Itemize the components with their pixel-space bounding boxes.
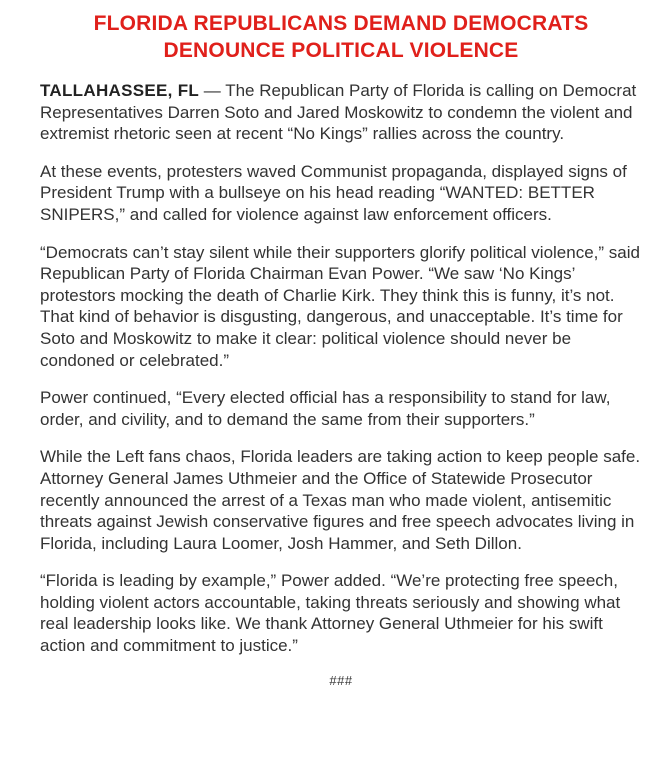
- paragraph-2: At these events, protesters waved Communist propaganda, displayed signs of President Trump with a bullseye on his head reading “WANTED: BETTER SNIPERS,” and called for violence against law enforcement officers.: [40, 161, 627, 224]
- headline-line-2: DENOUNCE POLITICAL VIOLENCE: [163, 39, 519, 62]
- paragraph-4: Power continued, “Every elected official has a responsibility to stand for law, order, and civility, and to demand the same from their supporters.”: [40, 388, 611, 429]
- dateline-dash: —: [199, 81, 226, 100]
- paragraph-5: While the Left fans chaos, Florida leaders are taking action to keep people safe. Attorney General James Uthmeier and the Office of Statewide Prosecutor recently announced the arrest of a Texas man who made violent, antisemitic threats against Jewish conservative figures and free speech advocates living in Florida, including Laura Loomer, Josh Hammer, and Seth Dillon.: [40, 447, 641, 553]
- paragraph-1-text: The Republican Party of Florida is calling on Democrat Representatives Darren Soto and Jared Moskowitz to condemn the violent and extremist rhetoric seen at recent “No Kings” rallies across the country.: [40, 81, 637, 144]
- paragraph-1: [40, 80, 642, 145]
- article-body: [40, 80, 642, 657]
- headline: [40, 10, 642, 64]
- paragraph-3: “Democrats can’t stay silent while their supporters glorify political violence,” said Republican Party of Florida Chairman Evan Power. “We saw ‘No Kings’ protestors mocking the death of Charlie Kirk. They think this is funny, it’s not. That kind of behavior is disgusting, dangerous, and unacceptable. It’s time for Soto and Moskowitz to make it clear: political violence should never be condoned or celebrated.”: [40, 242, 640, 370]
- end-mark: ###: [329, 672, 353, 688]
- paragraph-6: “Florida is leading by example,” Power added. “We’re protecting free speech, holding violent actors accountable, taking threats seriously and showing what real leadership looks like. We thank Attorney General Uthmeier for his swift action and commitment to justice.”: [40, 571, 621, 656]
- headline-line-1: FLORIDA REPUBLICANS DEMAND DEMOCRATS: [93, 12, 589, 35]
- dateline: TALLAHASSEE, FL: [40, 81, 200, 100]
